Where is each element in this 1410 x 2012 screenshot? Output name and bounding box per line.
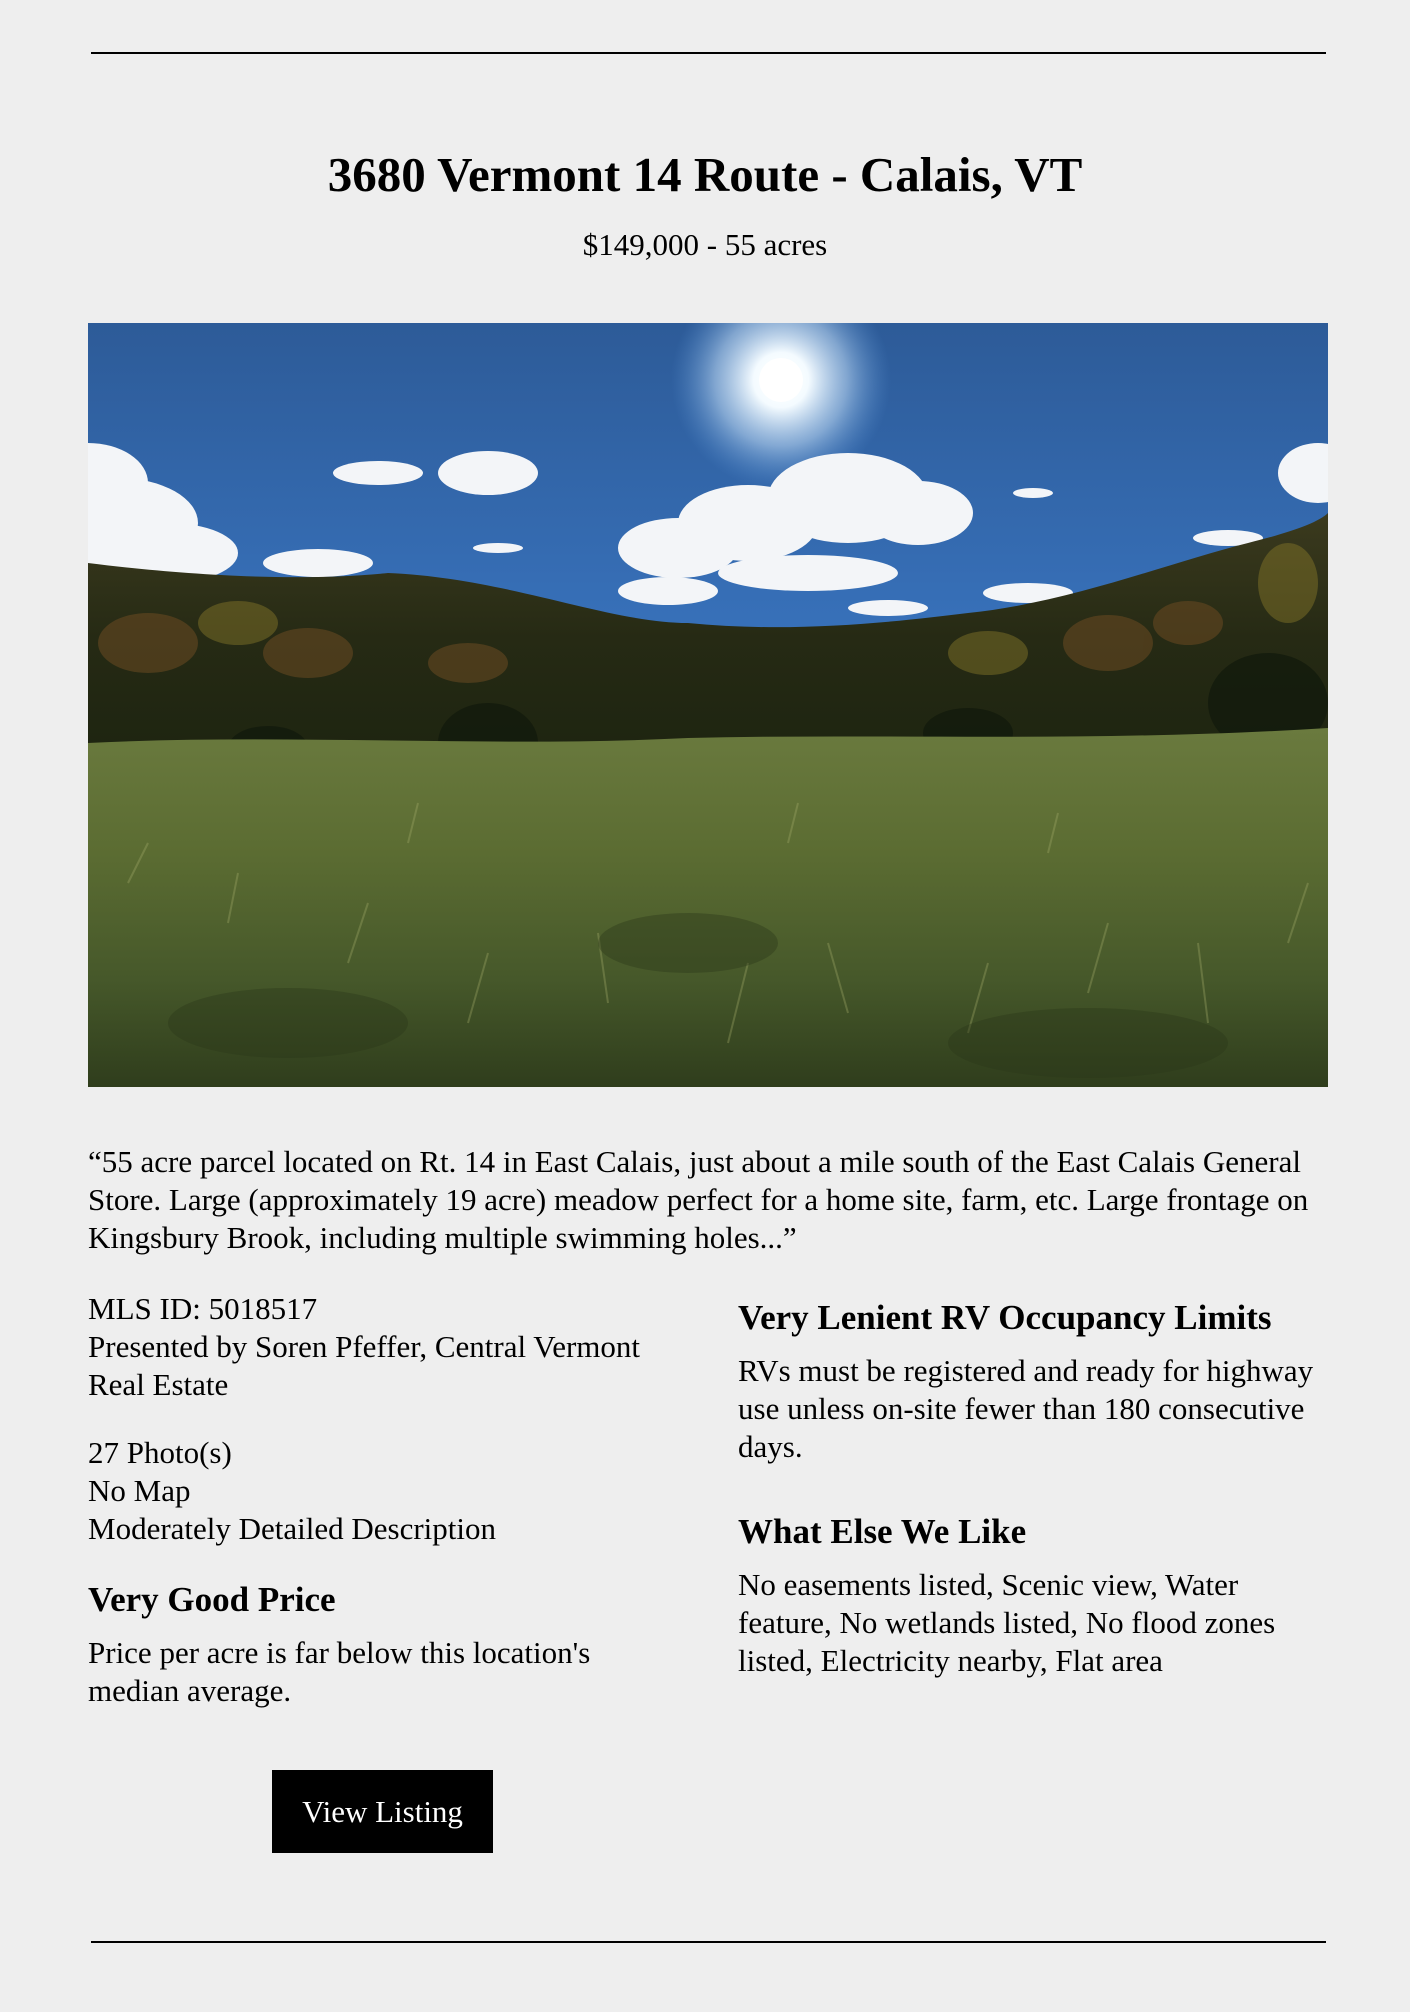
presented-by: Presented by Soren Pfeffer, Central Vermont Real Estate [88, 1329, 641, 1402]
price-heading: Very Good Price [88, 1580, 336, 1619]
bottom-divider [91, 1941, 1326, 1943]
rv-text: RVs must be registered and ready for highway use unless on-site fewer than 180 consecutive days. [738, 1353, 1314, 1464]
mls-id: MLS ID: 5018517 [88, 1291, 318, 1326]
listing-price-acreage: $149,000 - 55 acres [582, 227, 828, 262]
likes-text: No easements listed, Scenic view, Water feature, No wetlands listed, No flood zones listed, Electricity nearby, Flat area [738, 1567, 1276, 1678]
listing-details-column [88, 1290, 688, 1710]
likes-heading: What Else We Like [738, 1512, 1027, 1551]
listing-features [88, 1434, 688, 1548]
price-text: Price per acre is far below this location's median average. [88, 1635, 591, 1708]
description-quality: Moderately Detailed Description [88, 1511, 497, 1546]
listing-photo[interactable] [88, 323, 1328, 1087]
listing-description-quote: “55 acre parcel located on Rt. 14 in East Calais, just about a mile south of the East Calais General Store. Large (approximately 19 acre) meadow perfect for a home site, farm, etc. Large frontage on Kingsbury Brook, including multiple swimming holes...” [88, 1144, 1309, 1255]
listing-title: 3680 Vermont 14 Route - Calais, VT [327, 147, 1083, 202]
rv-heading: Very Lenient RV Occupancy Limits [738, 1298, 1272, 1337]
photo-count: 27 Photo(s) [88, 1435, 232, 1470]
highlights-column [738, 1296, 1328, 1724]
map-status: No Map [88, 1473, 191, 1508]
listing-meta [88, 1290, 688, 1404]
view-listing-button[interactable]: View Listing [272, 1770, 493, 1853]
top-divider [91, 52, 1326, 54]
meadow-landscape-image [88, 323, 1328, 1087]
